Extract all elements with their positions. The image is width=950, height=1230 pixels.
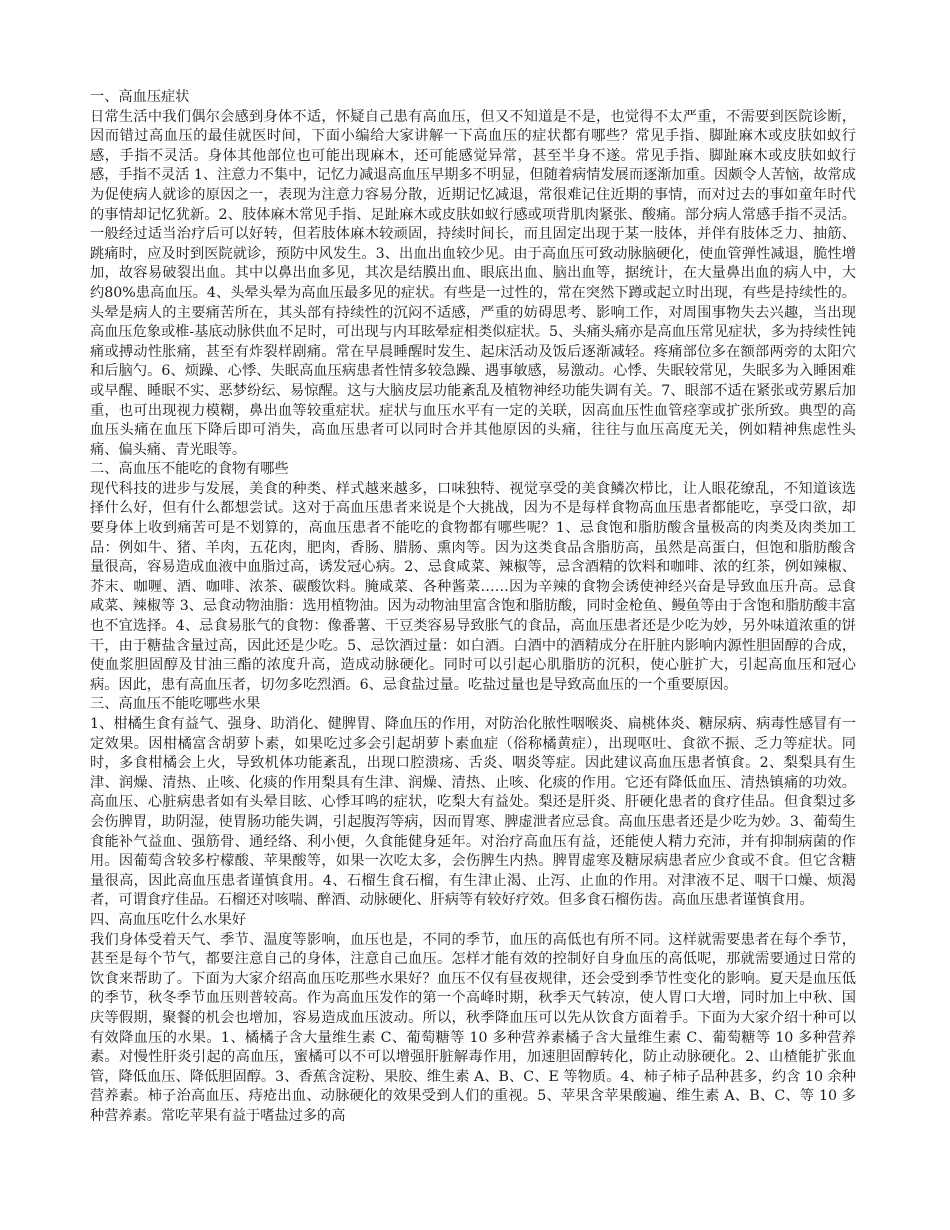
section-good-fruits: [90, 911, 856, 1127]
section-heading: 三、高血压不能吃哪些水果: [90, 696, 261, 713]
section-heading: 二、高血压不能吃的食物有哪些: [90, 461, 289, 478]
section-heading: 一、高血压症状: [90, 89, 190, 105]
section-forbidden-foods: [90, 460, 856, 695]
section-symptoms: [90, 88, 856, 460]
section-paragraph: 日常生活中我们偶尔会感到身体不适，怀疑自己患有高血压，但又不知道是不是，也觉得不太严重，不需要到医院诊断，因而错过高血压的最佳就医时间，下面小编给大家讲解一下高血压的症状都有哪些？常见手指、脚趾麻木或皮肤如蚁行感，手指不灵活。身体其他部位也可能出现麻木，还可能感觉异常，甚至半身不遂。常见手指、脚趾麻木或皮肤如蚁行感，手指不灵活 1、注意力不集中，记忆力减退高血压早期多不明显，但随着病情发展而逐渐加重。因颇令人苦恼，故常成为促使病人就诊的原因之一，表现为注意力容易分散，近期记忆减退，常很难记住近期的事情，而对过去的事如童年时代的事情却记忆犹新。2、肢体麻木常见手指、足趾麻木或皮肤如蚁行感或项背肌肉紧张、酸痛。部分病人常感手指不灵活。一般经过适当治疗后可以好转，但若肢体麻木较顽固，持续时间长，而且固定出现于某一肢体，并伴有肢体乏力、抽筋、跳痛时，应及时到医院就诊，预防中风发生。3、出血出血较少见。由于高血压可致动脉脑硬化，使血管弹性减退，脆性增加，故容易破裂出血。其中以鼻出血多见，其次是结膜出血、眼底出血、脑出血等，据统计，在大量鼻出血的病人中，大约80%患高血压。4、头晕头晕为高血压最多见的症状。有些是一过性的，常在突然下蹲或起立时出现，有些是持续性的。头晕是病人的主要痛苦所在，其头部有持续性的沉闷不适感，严重的妨碍思考、影响工作，对周围事物失去兴趣，当出现高血压危象或椎-基底动脉供血不足时，可出现与内耳眩晕症相类似症状。5、头痛头痛亦是高血压常见症状，多为持续性钝痛或搏动性胀痛，甚至有炸裂样剧痛。常在早晨睡醒时发生、起床活动及饭后逐渐减轻。疼痛部位多在额部两旁的太阳穴和后脑勺。6、烦躁、心悸、失眠高血压病患者性情多较急躁、遇事敏感，易激动。心悸、失眠较常见，失眠多为入睡困难或早醒、睡眠不实、恶梦纷纭、易惊醒。这与大脑皮层功能紊乱及植物神经功能失调有关。7、眼部不适在紧张或劳累后加重，也可出现视力模糊，鼻出血等较重症状。症状与血压水平有一定的关联，因高血压性血管痉挛或扩张所致。典型的高血压头痛在血压下降后即可消失，高血压患者可以同时合并其他原因的头痛，往往与血压高度无关，例如精神焦虑性头痛、偏头痛、青光眼等。: [90, 108, 856, 458]
section-forbidden-fruits: [90, 695, 856, 911]
section-paragraph: 现代科技的进步与发展，美食的种类、样式越来越多，口味独特、视觉享受的美食鳞次栉比，让人眼花缭乱，不知道该选择什么好，但有什么都想尝试。这对于高血压患者来说是个大挑战，因为不是每样食物高血压患者都能吃，享受口欲，却要身体上收到痛苦可是不划算的，高血压患者不能吃的食物都有哪些呢？1、忌食饱和脂肪酸含量极高的肉类及肉类加工品：例如牛、猪、羊肉，五花肉，肥肉，香肠、腊肠、熏肉等。因为这类食品含脂肪高，虽然是高蛋白，但饱和脂肪酸含量很高，容易造成血液中血脂过高，诱发冠心病。2、忌食咸菜、辣椒等，忌含酒精的饮料和咖啡、浓的红茶，例如辣椒、芥末、咖喱、酒、咖啡、浓茶、碳酸饮料。腌咸菜、各种酱菜……因为辛辣的食物会诱使神经兴奋是导致血压升高。忌食咸菜、辣椒等 3、忌食动物油脂：选用植物油。因为动物油里富含饱和脂肪酸，同时金枪鱼、鳗鱼等由于含饱和脂肪酸丰富也不宜选择。4、忌食易胀气的食物：像番薯、干豆类容易导致胀气的食品，高血压患者还是少吃为妙，另外味道浓重的饼干，由于糖盐含量过高，因此还是少吃。5、忌饮酒过量：如白酒。白酒中的酒精成分在肝脏内影响内源性胆固醇的合成，使血浆胆固醇及甘油三酯的浓度升高，造成动脉硬化。同时可以引起心肌脂肪的沉积，使心脏扩大，引起高血压和冠心病。因此，患有高血压者，切勿多吃烈酒。6、忌食盐过量。吃盐过量也是导致高血压的一个重要原因。: [90, 480, 856, 693]
section-paragraph: 我们身体受着天气、季节、温度等影响，血压也是，不同的季节，血压的高低也有所不同。这样就需要患者在每个季节，甚至是每个节气，都要注意自己的身体，注意自己血压。怎样才能有效的控制好自身血压的高低呢，那就需要通过日常的饮食来帮助了。下面为大家介绍高血压吃那些水果好？血压不仅有昼夜规律，还会受到季节性变化的影响。夏天是血压低的季节，秋冬季节血压则普较高。作为高血压发作的第一个高峰时期，秋季天气转凉，使人胃口大增，同时加上中秋、国庆等假期，聚餐的机会也增加，容易造成血压波动。所以，秋季降血压可以先从饮食方面着手。下面为大家介绍十种可以有效降血压的水果。1、橘橘子含大量维生素 C、葡萄糖等 10 多种营养素橘子含大量维生素 C、葡萄糖等 10 多种营养素。对慢性肝炎引起的高血压，蜜橘可以不可以增强肝脏解毒作用，加速胆固醇转化，防止动脉硬化。2、山楂能扩张血管，降低血压、降低胆固醇。3、香蕉含淀粉、果胶、维生素 A、B、C、E 等物质。4、柿子柿子品种甚多，约含 10 余种营养素。柿子治高血压、痔疮出血、动脉硬化的效果受到人们的重视。5、苹果含苹果酸遍、维生素 A、B、C、等 10 多种营养素。常吃苹果有益于嗜盐过多的高: [90, 931, 856, 1124]
section-paragraph: 1、柑橘生食有益气、强身、助消化、健脾胃、降血压的作用，对防治化脓性咽喉炎、扁桃体炎、糖尿病、病毒性感冒有一定效果。因柑橘富含胡萝卜素，如果吃过多会引起胡萝卜素血症（俗称橘黄症），出现呕吐、食欲不振、乏力等症状。同时，多食柑橘会上火，导致机体功能紊乱，出现口腔溃疡、舌炎、咽炎等症。因此建议高血压患者慎食。2、梨梨具有生津、润燥、清热、止咳、化痰的作用梨具有生津、润燥、清热、止咳、化痰的作用。它还有降低血压、清热镇痛的功效。高血压、心脏病患者如有头晕目眩、心悸耳鸣的症状，吃梨大有益处。梨还是肝炎、肝硬化患者的食疗佳品。但食梨过多会伤脾胃，助阴湿，使胃肠功能失调，引起腹泻等病，因而胃寒、脾虚泄者应忌食。高血压患者还是少吃为妙。3、葡萄生食能补气益血、强筋骨、通经络、利小便，久食能健身延年。对治疗高血压有益，还能使人精力充沛，并有抑制病菌的作用。因葡萄含较多柠檬酸、苹果酸等，如果一次吃太多，会伤脾生内热。脾胃虚寒及糖尿病患者应少食或不食。但它含糖量很高，因此高血压患者谨慎食用。4、石榴生食石榴，有生津止渴、止泻、止血的作用。对津液不足、咽干口燥、烦渴者，可谓食疗佳品。石榴还对咳喘、醉酒、动脉硬化、肝病等有较好疗效。但多食石榴伤齿。高血压患者谨慎食用。: [90, 716, 856, 909]
section-heading: 四、高血压吃什么水果好: [90, 911, 247, 928]
